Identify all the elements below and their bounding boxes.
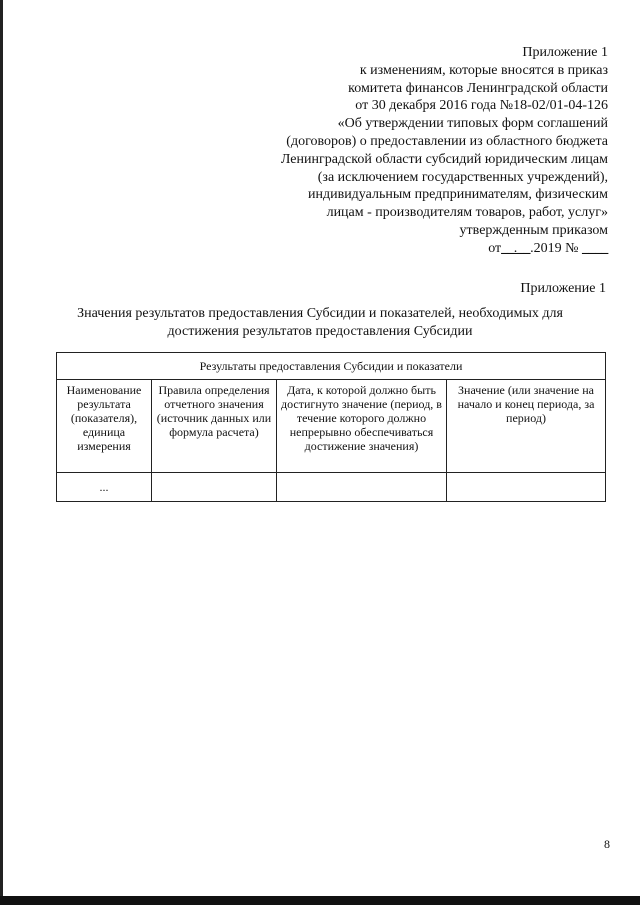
handwritten-date: __.__ (501, 240, 531, 256)
table-cell (447, 473, 606, 502)
scan-edge-bottom (0, 896, 640, 905)
header-line: (за исключением государственных учреждений), (317, 169, 608, 185)
date-suffix: .2019 № (530, 240, 579, 256)
appendix-header (188, 44, 608, 258)
header-line: (договоров) о предоставлении из областного бюджета (286, 133, 608, 149)
header-line: Ленинградской области субсидий юридическим лицам (280, 151, 608, 167)
header-line: лицам - производителям товаров, работ, услуг» (326, 205, 608, 221)
table-column-headers (57, 380, 606, 473)
table-span-header: Результаты предоставления Субсидии и показатели (57, 353, 606, 380)
header-line: индивидуальным предпринимателям, физическим (307, 187, 608, 203)
header-line: от 30 декабря 2016 года №18-02/01-04-126 (355, 98, 608, 114)
table-cell: ... (57, 473, 152, 502)
table-cell (152, 473, 277, 502)
table-row (57, 473, 606, 502)
document-title: Значения результатов предоставления Субсидии и показателей, необходимых для достижения результатов предоставления Субсидии (77, 306, 563, 339)
appendix-label: Приложение 1 (520, 281, 606, 296)
date-prefix: от (488, 240, 502, 256)
column-header: Значение (или значение на начало и конец периода, за период) (447, 380, 606, 473)
column-header: Наименование результата (показателя), единица измерения (57, 380, 152, 473)
handwritten-order-number: ____ (582, 240, 608, 256)
column-header: Правила определения отчетного значения (источник данных или формула расчета) (152, 380, 277, 473)
table-cell (277, 473, 447, 502)
scan-edge-left (0, 0, 3, 905)
header-line: к изменениям, которые вносятся в приказ (359, 62, 608, 78)
header-line: «Об утверждении типовых форм соглашений (337, 116, 608, 132)
table-span-header-row (57, 353, 606, 380)
header-line: комитета финансов Ленинградской области (348, 80, 608, 96)
page-number: 8 (604, 837, 610, 851)
column-header: Дата, к которой должно быть достигнуто значение (период, в течение которого должно непрерывно обеспечиваться достижение значения) (277, 380, 447, 473)
header-line: утвержденным приказом (459, 222, 608, 238)
results-table (56, 352, 606, 502)
order-date-line (188, 240, 608, 258)
header-line: Приложение 1 (522, 45, 608, 60)
